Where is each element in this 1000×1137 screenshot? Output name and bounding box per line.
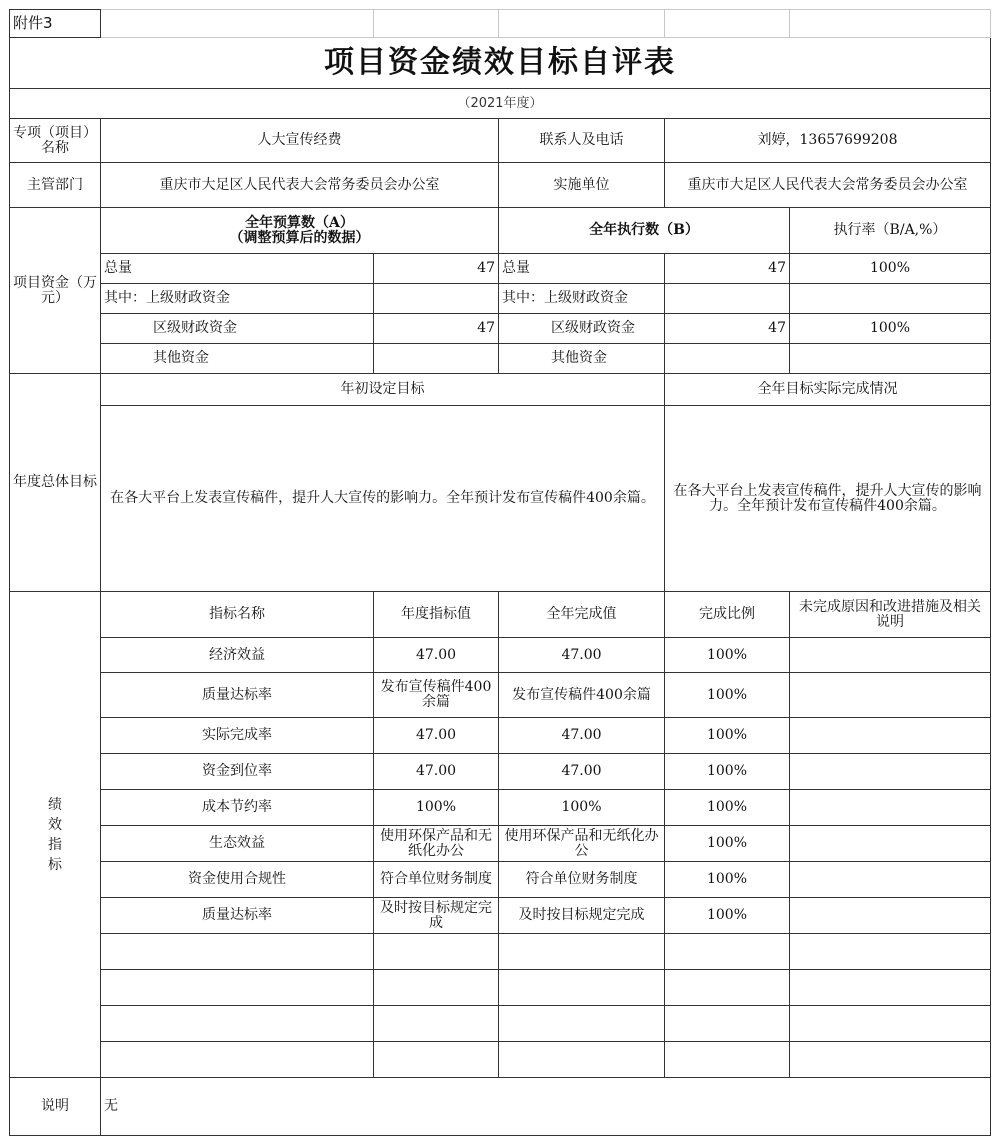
- funds-row: [10, 314, 991, 344]
- table-row: [10, 718, 991, 754]
- exec-row-value: 47: [665, 314, 790, 344]
- indicator-name: [101, 1042, 374, 1078]
- table-row: [10, 862, 991, 898]
- budget-row-value: 47: [374, 314, 499, 344]
- indicators-label-text: 绩效指标: [48, 796, 62, 873]
- indicator-actual: 使用环保产品和无纸化办公: [499, 826, 665, 862]
- budget-row-value: [374, 344, 499, 374]
- budget-row-label: 其他资金: [101, 344, 374, 374]
- exec-rate: 100%: [790, 254, 991, 284]
- indicator-ratio: [665, 1042, 790, 1078]
- table-row: [10, 790, 991, 826]
- budget-row-label: 总量: [101, 254, 374, 284]
- indicator-name: 生态效益: [101, 826, 374, 862]
- indicator-ratio: 100%: [665, 862, 790, 898]
- indicator-header: 指标名称: [101, 592, 374, 638]
- indicator-target: [374, 934, 499, 970]
- exec-row-label: 其他资金: [499, 344, 665, 374]
- funds-row: [10, 344, 991, 374]
- indicator-target: 及时按目标规定完成: [374, 898, 499, 934]
- indicator-note: [790, 970, 991, 1006]
- contact-value: 刘婷，13657699208: [665, 119, 991, 163]
- indicator-name: 资金使用合规性: [101, 862, 374, 898]
- indicator-header: 完成比例: [665, 592, 790, 638]
- indicator-actual: [499, 1006, 665, 1042]
- indicator-actual: 47.00: [499, 754, 665, 790]
- indicator-actual: 发布宣传稿件400余篇: [499, 673, 665, 718]
- exec-row-label: 总量: [499, 254, 665, 284]
- attachment-row: [10, 10, 991, 38]
- table-row: [10, 638, 991, 673]
- exec-row-value: 47: [665, 254, 790, 284]
- indicator-name: 成本节约率: [101, 790, 374, 826]
- note-label: 说明: [10, 1078, 101, 1136]
- dept-label: 主管部门: [10, 163, 101, 208]
- exec-row-value: [665, 284, 790, 314]
- indicator-name: [101, 970, 374, 1006]
- indicator-target: [374, 1006, 499, 1042]
- budget-header: [101, 208, 499, 254]
- indicator-name: 质量达标率: [101, 898, 374, 934]
- exec-row-label: 其中：上级财政资金: [499, 284, 665, 314]
- indicator-target: 发布宣传稿件400余篇: [374, 673, 499, 718]
- funds-row: [10, 284, 991, 314]
- indicator-actual: [499, 934, 665, 970]
- indicator-ratio: 100%: [665, 790, 790, 826]
- indicator-header: 全年完成值: [499, 592, 665, 638]
- indicator-actual: 47.00: [499, 638, 665, 673]
- project-name-value: 人大宣传经费: [101, 119, 499, 163]
- indicator-target: 使用环保产品和无纸化办公: [374, 826, 499, 862]
- table-row: [10, 934, 991, 970]
- indicator-actual: 符合单位财务制度: [499, 862, 665, 898]
- indicator-target: [374, 970, 499, 1006]
- indicator-ratio: 100%: [665, 826, 790, 862]
- indicator-name: 资金到位率: [101, 754, 374, 790]
- indicator-ratio: 100%: [665, 898, 790, 934]
- indicator-note: [790, 638, 991, 673]
- indicator-note: [790, 790, 991, 826]
- indicator-note: [790, 718, 991, 754]
- indicator-ratio: [665, 934, 790, 970]
- indicator-note: [790, 1042, 991, 1078]
- contact-label: 联系人及电话: [499, 119, 665, 163]
- indicator-name: 实际完成率: [101, 718, 374, 754]
- indicator-note: [790, 754, 991, 790]
- empty-cell: [101, 10, 374, 38]
- indicator-actual: 及时按目标规定完成: [499, 898, 665, 934]
- exec-rate: 100%: [790, 314, 991, 344]
- budget-row-label: 其中：上级财政资金: [101, 284, 374, 314]
- funds-label: 项目资金（万元）: [10, 208, 101, 374]
- initial-goal-text: 在各大平台上发表宣传稿件，提升人大宣传的影响力。全年预计发布宣传稿件400余篇。: [101, 406, 665, 592]
- empty-cell: [374, 10, 499, 38]
- table-row: [10, 970, 991, 1006]
- indicator-header: 未完成原因和改进措施及相关说明: [790, 592, 991, 638]
- self-evaluation-table: [9, 9, 991, 1136]
- indicator-note: [790, 673, 991, 718]
- indicators-label: [10, 592, 101, 1078]
- year-label: （2021年度）: [10, 89, 991, 119]
- actual-goal-header: 全年目标实际完成情况: [665, 374, 991, 406]
- empty-cell: [665, 10, 790, 38]
- indicator-target: 47.00: [374, 754, 499, 790]
- budget-row-label: 区级财政资金: [101, 314, 374, 344]
- empty-cell: [790, 10, 991, 38]
- indicator-note: [790, 826, 991, 862]
- budget-row-value: [374, 284, 499, 314]
- budget-header-title: 全年预算数（A）: [245, 214, 354, 231]
- indicator-target: 47.00: [374, 718, 499, 754]
- indicator-note: [790, 898, 991, 934]
- indicator-target: 符合单位财务制度: [374, 862, 499, 898]
- indicator-actual: 47.00: [499, 718, 665, 754]
- page-title: 项目资金绩效目标自评表: [10, 38, 991, 89]
- exec-rate: [790, 344, 991, 374]
- actual-goal-text: 在各大平台上发表宣传稿件，提升人大宣传的影响力。全年预计发布宣传稿件400余篇。: [665, 406, 991, 592]
- indicator-ratio: 100%: [665, 754, 790, 790]
- dept-value: 重庆市大足区人民代表大会常务委员会办公室: [101, 163, 499, 208]
- indicator-note: [790, 862, 991, 898]
- empty-cell: [499, 10, 665, 38]
- impl-label: 实施单位: [499, 163, 665, 208]
- note-value: 无: [101, 1078, 991, 1136]
- indicator-ratio: 100%: [665, 718, 790, 754]
- budget-header-subtitle: （调整预算后的数据）: [229, 229, 370, 246]
- table-row: [10, 898, 991, 934]
- indicator-header: 年度指标值: [374, 592, 499, 638]
- indicator-name: [101, 1006, 374, 1042]
- indicator-target: 100%: [374, 790, 499, 826]
- indicator-name: 经济效益: [101, 638, 374, 673]
- project-name-label: 专项（项目）名称: [10, 119, 101, 163]
- initial-goal-header: 年初设定目标: [101, 374, 665, 406]
- budget-row-value: 47: [374, 254, 499, 284]
- impl-value: 重庆市大足区人民代表大会常务委员会办公室: [665, 163, 991, 208]
- exec-row-value: [665, 344, 790, 374]
- exec-rate: [790, 284, 991, 314]
- table-row: [10, 754, 991, 790]
- goals-label: 年度总体目标: [10, 374, 101, 592]
- exec-row-label: 区级财政资金: [499, 314, 665, 344]
- indicator-ratio: 100%: [665, 638, 790, 673]
- exec-header: 全年执行数（B）: [499, 208, 790, 254]
- indicator-actual: [499, 1042, 665, 1078]
- indicator-note: [790, 934, 991, 970]
- indicator-target: [374, 1042, 499, 1078]
- rate-header: 执行率（B/A,%）: [790, 208, 991, 254]
- indicator-name: [101, 934, 374, 970]
- indicator-actual: [499, 970, 665, 1006]
- indicator-note: [790, 1006, 991, 1042]
- indicator-ratio: 100%: [665, 673, 790, 718]
- funds-row: [10, 254, 991, 284]
- attachment-label: 附件3: [10, 10, 101, 38]
- table-row: [10, 826, 991, 862]
- indicator-target: 47.00: [374, 638, 499, 673]
- table-row: [10, 1042, 991, 1078]
- indicator-ratio: [665, 970, 790, 1006]
- indicator-ratio: [665, 1006, 790, 1042]
- indicator-name: 质量达标率: [101, 673, 374, 718]
- table-row: [10, 673, 991, 718]
- table-row: [10, 1006, 991, 1042]
- indicator-actual: 100%: [499, 790, 665, 826]
